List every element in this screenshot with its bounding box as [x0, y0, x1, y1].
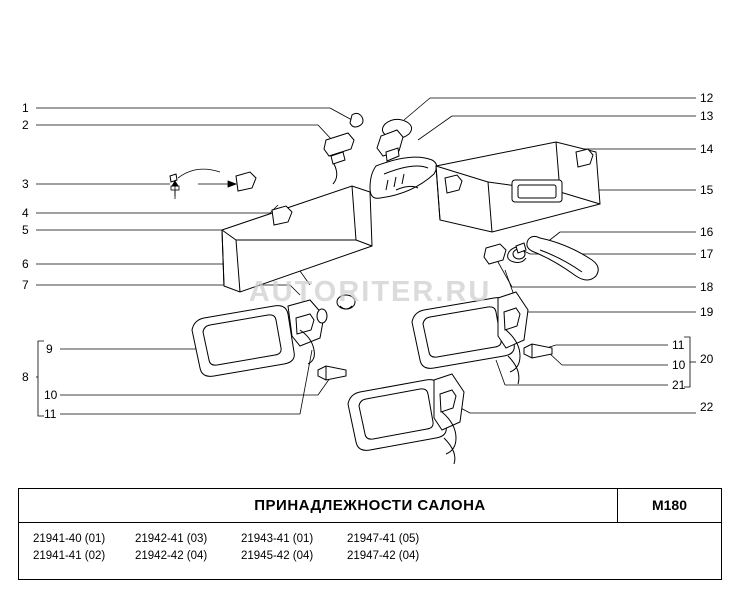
callout-8: 8	[22, 370, 29, 384]
callout-19: 19	[700, 305, 714, 319]
part-number: 21942-42 (04)	[135, 550, 208, 562]
callout-17: 17	[700, 247, 714, 261]
watermark: AUTORITER.RU	[248, 276, 492, 308]
callout-3: 3	[22, 177, 29, 191]
callout-11-right: 11	[672, 338, 685, 352]
callout-10-right: 10	[672, 358, 686, 372]
part-number-column-1	[33, 531, 105, 565]
callout-20: 20	[700, 352, 714, 366]
callout-6: 6	[22, 257, 29, 271]
part-number-list	[19, 523, 721, 562]
part-number: 21942-41 (03)	[135, 533, 208, 545]
callout-4: 4	[22, 206, 29, 220]
part-number: 21945-42 (04)	[241, 550, 314, 562]
title-block	[18, 488, 722, 580]
part-number: 21941-41 (02)	[33, 550, 106, 562]
callout-1: 1	[22, 101, 29, 115]
part-number-column-3	[241, 531, 313, 565]
part-number: 21943-41 (01)	[241, 533, 314, 545]
part-number: 21947-41 (05)	[347, 533, 420, 545]
callout-13: 13	[700, 109, 714, 123]
part-number: 21941-40 (01)	[33, 533, 106, 545]
callout-10: 10	[44, 388, 58, 402]
part-number-column-4	[347, 531, 419, 565]
diagram-title: ПРИНАДЛЕЖНОСТИ САЛОНА	[254, 497, 486, 514]
part-number-column-2	[135, 531, 207, 565]
callout-14: 14	[700, 142, 714, 156]
callout-21: 21	[672, 378, 686, 392]
callout-16: 16	[700, 225, 714, 239]
title-block-header-row	[19, 489, 721, 523]
callout-11: 11	[44, 407, 57, 421]
callout-7: 7	[22, 278, 29, 292]
callout-22: 22	[700, 400, 714, 414]
diagram-code-cell	[617, 489, 721, 522]
part-number: 21947-42 (04)	[347, 550, 420, 562]
callout-15: 15	[700, 183, 714, 197]
callout-2: 2	[22, 118, 29, 132]
diagram-code: M180	[651, 497, 688, 513]
callout-5: 5	[22, 223, 29, 237]
callout-12: 12	[700, 91, 714, 105]
callout-9: 9	[46, 342, 53, 356]
callout-18: 18	[700, 280, 714, 294]
